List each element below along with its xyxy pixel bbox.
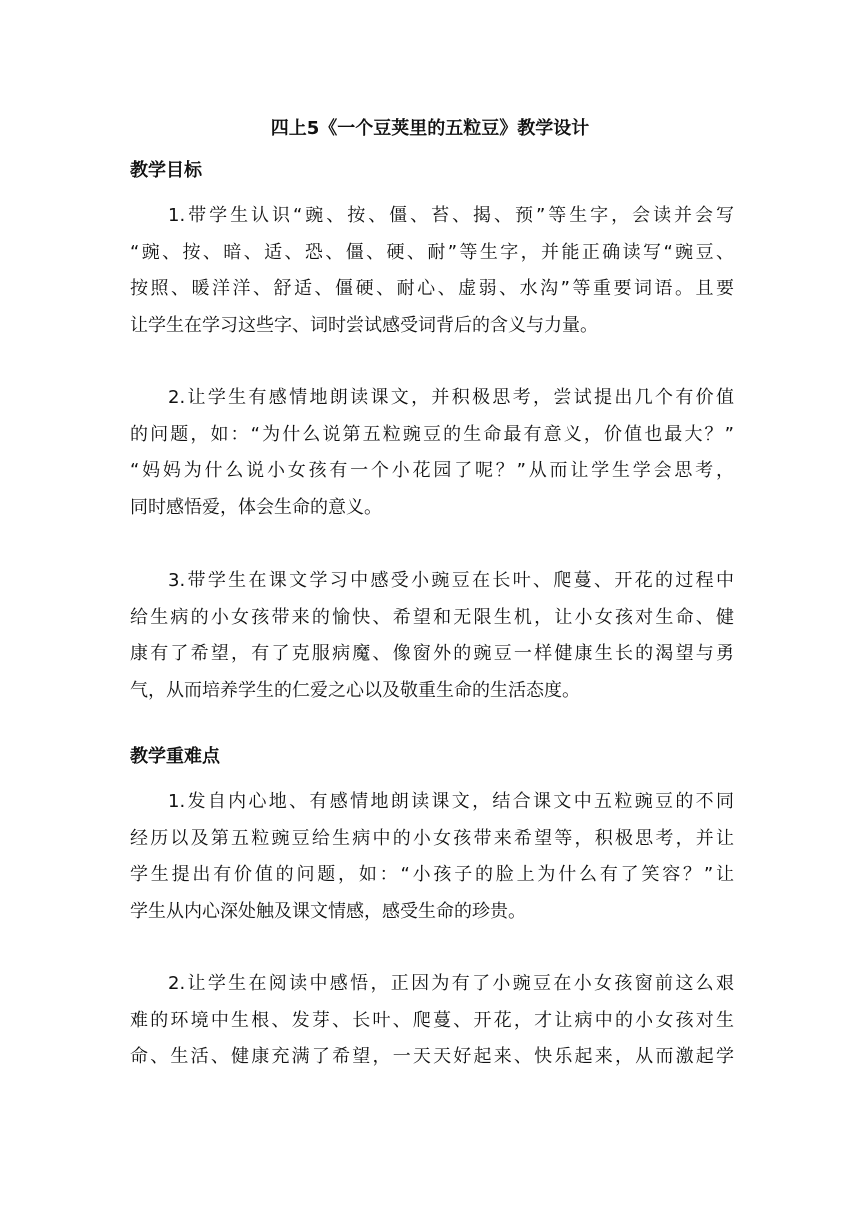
paragraph-line: 1.带学生认识“豌、按、僵、苔、揭、预”等生字，会读并会写 xyxy=(168,205,734,226)
paragraph-line: 命、生活、健康充满了希望，一天天好起来、快乐起来，从而激起学 xyxy=(130,1046,734,1067)
paragraph-line: “妈妈为什么说小女孩有一个小花园了呢？”从而让学生学会思考， xyxy=(130,460,734,481)
paragraph-line: 让学生在学习这些字、词时尝试感受词背后的含义与力量。 xyxy=(130,314,598,336)
paragraph-goal-1 xyxy=(130,198,734,344)
paragraph-line: 难的环境中生根、发芽、长叶、爬蔓、开花，才让病中的小女孩对生 xyxy=(130,1009,734,1031)
paragraph-line: “豌、按、暗、适、恐、僵、硬、耐”等生字，并能正确读写“豌豆、 xyxy=(130,241,734,263)
paragraph-line: 3.带学生在课文学习中感受小豌豆在长叶、爬蔓、开花的过程中 xyxy=(168,570,734,591)
paragraph-line: 给生病的小女孩带来的愉快、希望和无限生机，让小女孩对生命、健 xyxy=(130,606,734,628)
paragraph-line: 康有了希望，有了克服病魔、像窗外的豌豆一样健康生长的渴望与勇 xyxy=(130,643,734,664)
paragraph-line: 学生从内心深处触及课文情感，感受生命的珍贵。 xyxy=(130,900,526,922)
paragraph-goal-2 xyxy=(130,380,734,526)
paragraph-line: 同时感悟爱，体会生命的意义。 xyxy=(130,496,382,518)
section-heading-teaching-goals: 教学目标 xyxy=(130,160,202,181)
paragraph-line: 学生提出有价值的问题，如：“小孩子的脸上为什么有了笑容？”让 xyxy=(130,864,734,885)
paragraph-goal-3 xyxy=(130,563,734,709)
paragraph-line: 2.让学生有感情地朗读课文，并积极思考，尝试提出几个有价值 xyxy=(168,387,734,408)
paragraph-key-2 xyxy=(130,966,734,1076)
paragraph-line: 1.发自内心地、有感情地朗读课文，结合课文中五粒豌豆的不同 xyxy=(168,791,734,812)
paragraph-line: 气，从而培养学生的仁爱之心以及敬重生命的生活态度。 xyxy=(130,679,580,701)
paragraph-line: 的问题，如：“为什么说第五粒豌豆的生命最有意义，价值也最大？” xyxy=(130,423,734,445)
paragraph-line: 经历以及第五粒豌豆给生病中的小女孩带来希望等，积极思考，并让 xyxy=(130,827,734,849)
paragraph-line: 按照、暖洋洋、舒适、僵硬、耐心、虚弱、水沟”等重要词语。且要 xyxy=(130,278,734,299)
paragraph-key-1 xyxy=(130,784,734,930)
document-title: 四上5《一个豆荚里的五粒豆》教学设计 xyxy=(270,118,590,139)
paragraph-line: 2.让学生在阅读中感悟，正因为有了小豌豆在小女孩窗前这么艰 xyxy=(168,973,734,994)
section-heading-key-difficulties: 教学重难点 xyxy=(130,746,220,767)
